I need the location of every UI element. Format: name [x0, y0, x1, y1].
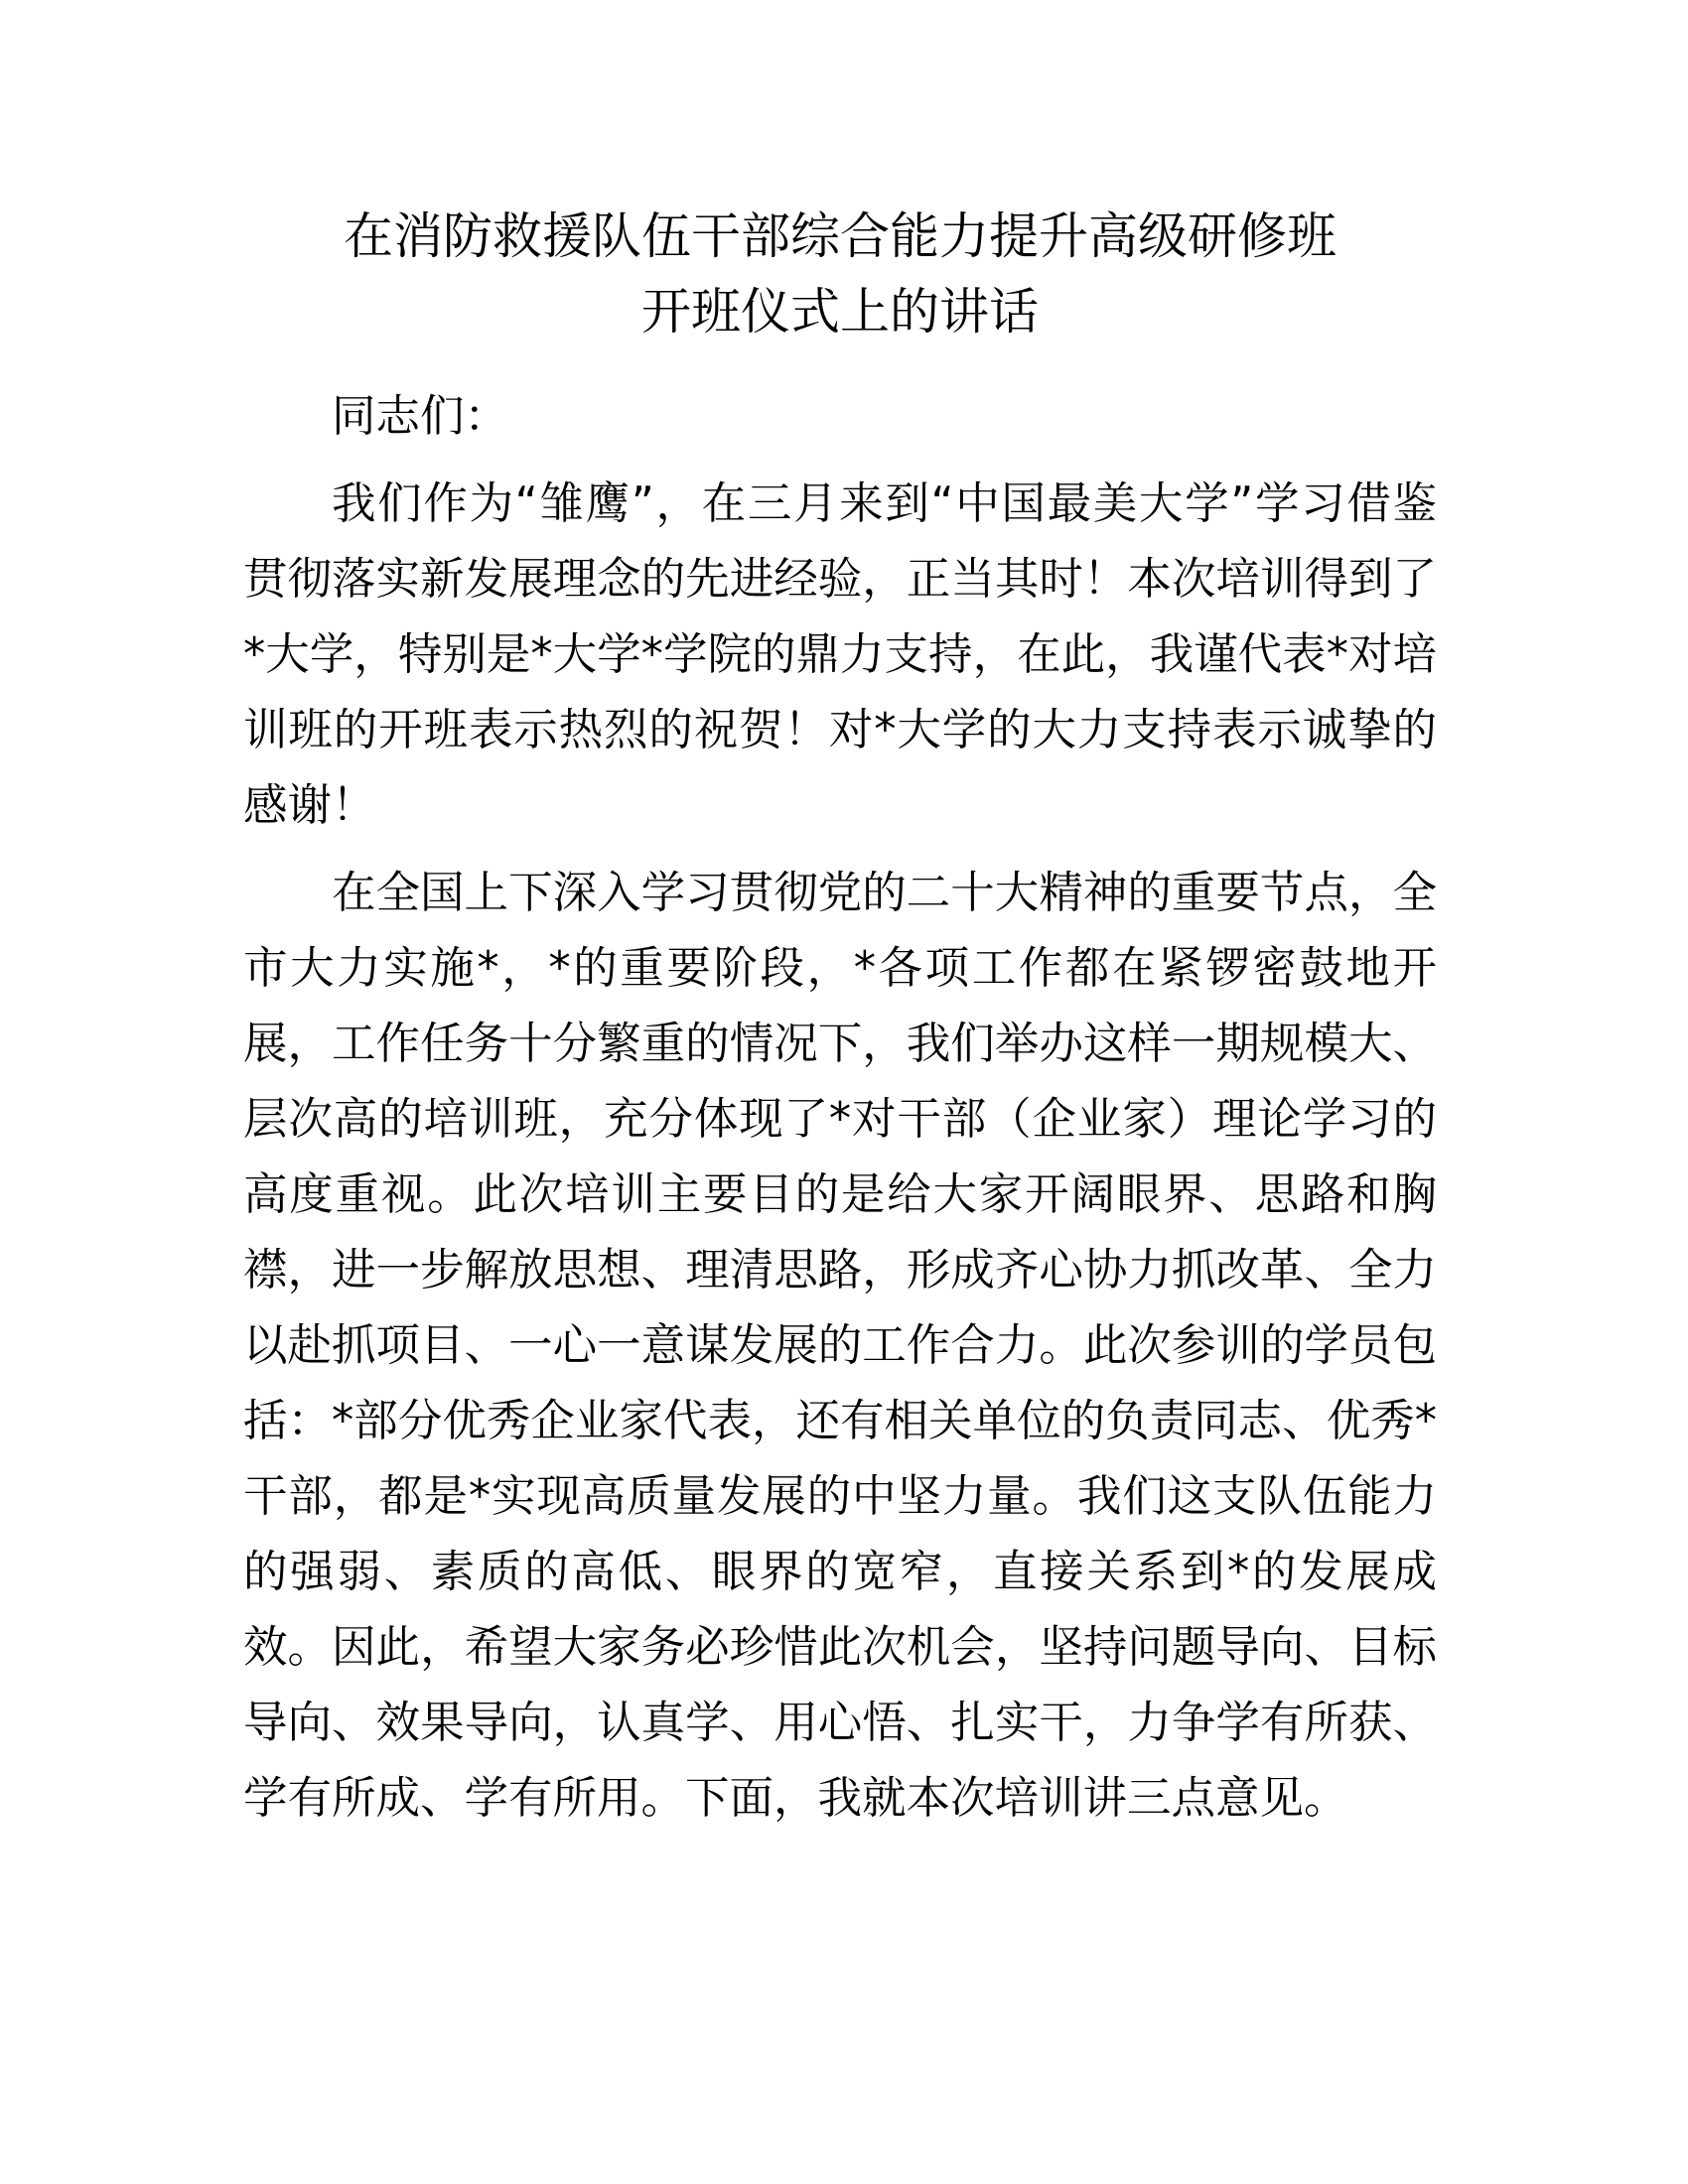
document-title: [243, 199, 1437, 349]
salutation: 同志们：: [332, 391, 509, 442]
title-line-1: 在消防救援队伍干部综合能力提升高级研修班: [344, 207, 1336, 265]
title-line-2: 开班仪式上的讲话: [641, 283, 1039, 341]
paragraph-opening-thanks: 我们作为“雏鹰”，在三月来到“中国最美大学”学习借鉴贯彻落实新发展理念的先进经验，正当其时！本次培训得到了*大学，特别是*大学*学院的鼎力支持，在此，我谨代表*对培训班的开班表示热烈的祝贺！对*大学的大力支持表示诚挚的感谢！: [243, 478, 1437, 831]
paragraph-training-purpose: 在全国上下深入学习贯彻党的二十大精神的重要节点，全市大力实施*，*的重要阶段，*各项工作都在紧锣密鼓地开展，工作任务十分繁重的情况下，我们举办这样一期规模大、层次高的培训班，充分体现了*对干部（企业家）理论学习的高度重视。此次培训主要目的是给大家开阔眼界、思路和胸襟，进一步解放思想、理清思路，形成齐心协力抓改革、全力以赴抓项目、一心一意谋发展的工作合力。此次参训的学员包括：*部分优秀企业家代表，还有相关单位的负责同志、优秀*干部，都是*实现高质量发展的中坚力量。我们这支队伍能力的强弱、素质的高低、眼界的宽窄，直接关系到*的发展成效。因此，希望大家务必珍惜此次机会，坚持问题导向、目标导向、效果导向，认真学、用心悟、扎实干，力争学有所获、学有所成、学有所用。下面，我就本次培训讲三点意见。: [243, 868, 1437, 1824]
document-body: [243, 379, 1437, 1837]
